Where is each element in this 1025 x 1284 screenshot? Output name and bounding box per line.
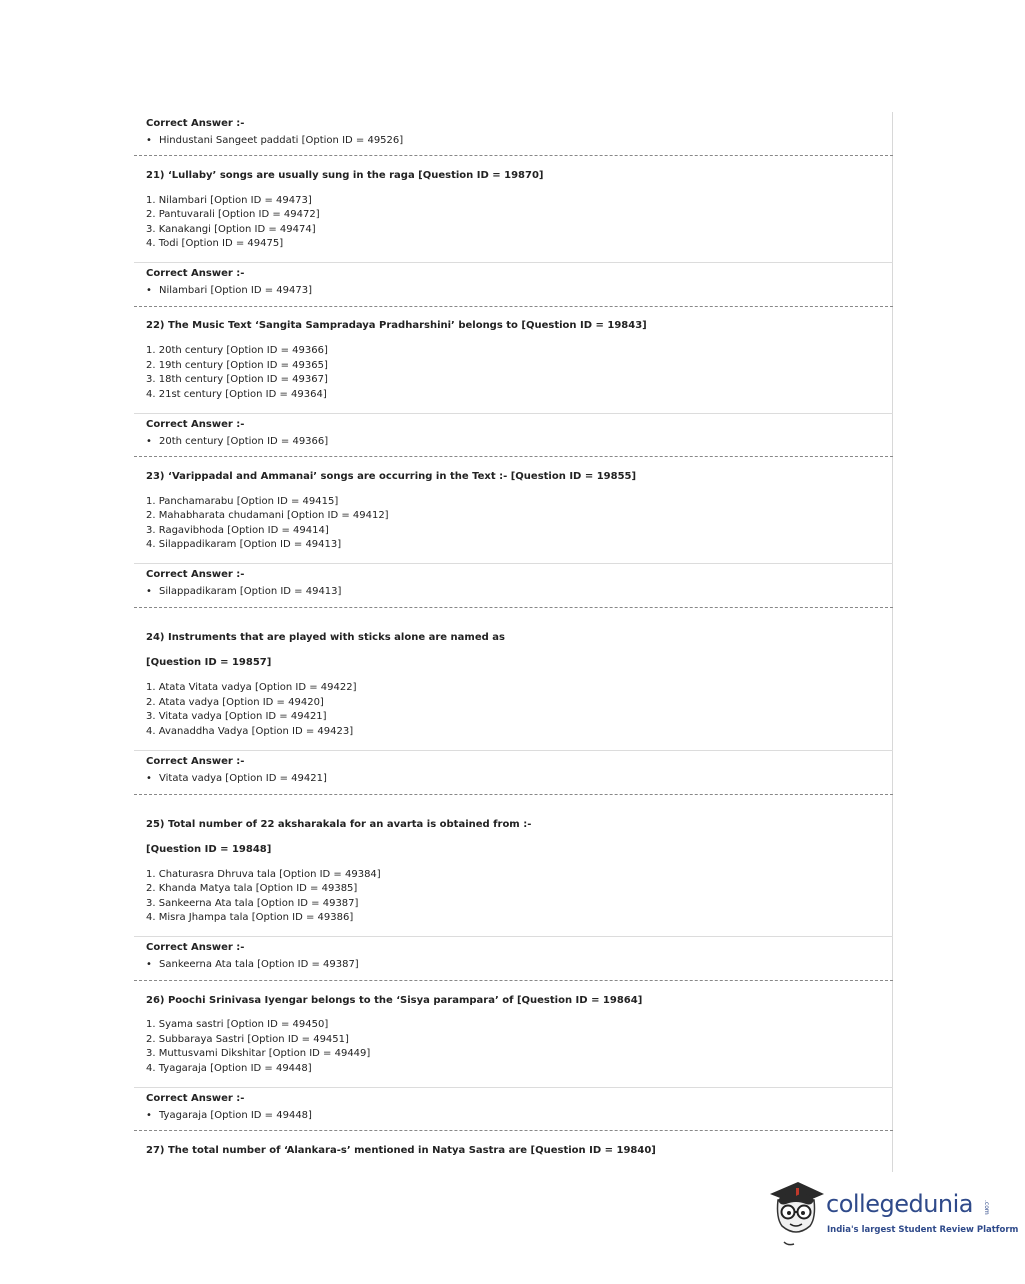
- option-item: 3. Kanakangi [Option ID = 49474]: [146, 224, 316, 235]
- brand-name: collegedunia: [826, 1190, 974, 1218]
- brand-logo: [766, 1178, 1019, 1248]
- question-title: 21) ‘Lullaby’ songs are usually sung in the raga [Question ID = 19870]: [146, 170, 544, 181]
- brand-dotcom: .com: [983, 1200, 990, 1215]
- question-id: [Question ID = 19848]: [146, 844, 272, 855]
- question-title: 24) Instruments that are played with sticks alone are named as: [146, 632, 505, 643]
- correct-answer-label: Correct Answer :-: [146, 268, 245, 279]
- graduate-mascot-icon: [766, 1178, 826, 1248]
- correct-answer-value: • Sankeerna Ata tala [Option ID = 49387]: [146, 959, 359, 970]
- option-item: 2. Khanda Matya tala [Option ID = 49385]: [146, 883, 358, 894]
- option-item: 4. Misra Jhampa tala [Option ID = 49386]: [146, 912, 354, 923]
- option-item: 1. Nilambari [Option ID = 49473]: [146, 195, 312, 206]
- correct-answer-value: • 20th century [Option ID = 49366]: [146, 436, 329, 447]
- option-item: 4. Silappadikaram [Option ID = 49413]: [146, 539, 342, 550]
- correct-answer-value: • Tyagaraja [Option ID = 49448]: [146, 1110, 312, 1121]
- option-item: 3. Vitata vadya [Option ID = 49421]: [146, 711, 327, 722]
- question-separator: [134, 456, 893, 457]
- correct-answer-label: Correct Answer :-: [146, 1093, 245, 1104]
- option-item: 3. Sankeerna Ata tala [Option ID = 49387]: [146, 898, 359, 909]
- option-item: 2. Atata vadya [Option ID = 49420]: [146, 697, 324, 708]
- option-item: 3. Muttusvami Dikshitar [Option ID = 49449]: [146, 1048, 371, 1059]
- section-divider: [134, 750, 893, 751]
- option-item: 2. Subbaraya Sastri [Option ID = 49451]: [146, 1034, 349, 1045]
- brand-tagline: India's largest Student Review Platform: [827, 1225, 1019, 1235]
- question-separator: [134, 306, 893, 307]
- correct-answer-label: Correct Answer :-: [146, 419, 245, 430]
- section-divider: [134, 563, 893, 564]
- option-item: 4. Todi [Option ID = 49475]: [146, 238, 284, 249]
- option-item: 4. Tyagaraja [Option ID = 49448]: [146, 1063, 312, 1074]
- option-item: 2. Mahabharata chudamani [Option ID = 49412]: [146, 510, 389, 521]
- correct-answer-value: • Nilambari [Option ID = 49473]: [146, 285, 313, 296]
- question-separator: [134, 980, 893, 981]
- option-item: 4. 21st century [Option ID = 49364]: [146, 389, 327, 400]
- question-title: 23) ‘Varippadal and Ammanai’ songs are occurring in the Text :- [Question ID = 19855]: [146, 471, 637, 482]
- question-title: 27) The total number of ‘Alankara-s’ mentioned in Natya Sastra are [Question ID = 19840]: [146, 1145, 656, 1156]
- section-divider: [134, 936, 893, 937]
- question-id: [Question ID = 19857]: [146, 657, 272, 668]
- correct-answer-value: • Vitata vadya [Option ID = 49421]: [146, 773, 327, 784]
- correct-answer-value: • Hindustani Sangeet paddati [Option ID = 49526]: [146, 135, 404, 146]
- correct-answer-label: Correct Answer :-: [146, 569, 245, 580]
- section-divider: [134, 1087, 893, 1088]
- option-item: 2. 19th century [Option ID = 49365]: [146, 360, 328, 371]
- option-item: 3. Ragavibhoda [Option ID = 49414]: [146, 525, 329, 536]
- option-item: 1. Syama sastri [Option ID = 49450]: [146, 1019, 329, 1030]
- option-item: 1. 20th century [Option ID = 49366]: [146, 345, 328, 356]
- question-title: 22) The Music Text ‘Sangita Sampradaya Pradharshini’ belongs to [Question ID = 19843]: [146, 320, 647, 331]
- correct-answer-label: Correct Answer :-: [146, 756, 245, 767]
- question-title: 25) Total number of 22 aksharakala for an avarta is obtained from :-: [146, 819, 532, 830]
- question-separator: [134, 155, 893, 156]
- question-sheet: [134, 112, 893, 1172]
- correct-answer-label: Correct Answer :-: [146, 942, 245, 953]
- question-separator: [134, 607, 893, 608]
- correct-answer-value: • Silappadikaram [Option ID = 49413]: [146, 586, 342, 597]
- question-title: 26) Poochi Srinivasa Iyengar belongs to the ‘Sisya parampara’ of [Question ID = 19864]: [146, 995, 643, 1006]
- correct-answer-label: Correct Answer :-: [146, 118, 245, 129]
- option-item: 3. 18th century [Option ID = 49367]: [146, 374, 328, 385]
- section-divider: [134, 413, 893, 414]
- option-item: 1. Panchamarabu [Option ID = 49415]: [146, 496, 339, 507]
- section-divider: [134, 262, 893, 263]
- question-separator: [134, 1130, 893, 1131]
- question-separator: [134, 794, 893, 795]
- option-item: 1. Atata Vitata vadya [Option ID = 49422]: [146, 682, 357, 693]
- option-item: 4. Avanaddha Vadya [Option ID = 49423]: [146, 726, 354, 737]
- option-item: 1. Chaturasra Dhruva tala [Option ID = 49384]: [146, 869, 381, 880]
- option-item: 2. Pantuvarali [Option ID = 49472]: [146, 209, 320, 220]
